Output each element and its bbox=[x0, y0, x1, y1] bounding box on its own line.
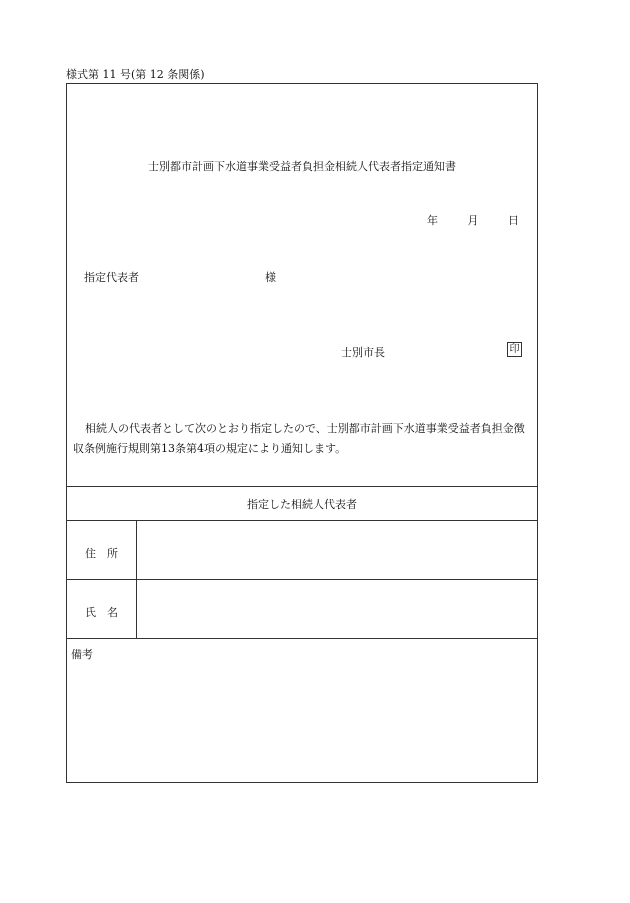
divider bbox=[67, 579, 537, 580]
divider bbox=[67, 638, 537, 639]
section-heading: 指定した相続人代表者 bbox=[247, 498, 357, 511]
document-title: 士別都市計画下水道事業受益者負担金相続人代表者指定通知書 bbox=[148, 160, 456, 173]
date-line bbox=[427, 212, 519, 228]
form-number: 様式第 11 号(第 12 条関係) bbox=[66, 68, 205, 81]
seal-mark: 印 bbox=[507, 342, 522, 357]
year-label: 年 bbox=[427, 214, 438, 227]
recipient-label: 指定代表者 bbox=[84, 271, 139, 284]
address-label: 住 所 bbox=[85, 547, 118, 560]
honorific: 様 bbox=[265, 271, 276, 284]
month-label: 月 bbox=[467, 214, 479, 227]
remarks-label: 備考 bbox=[71, 648, 93, 661]
divider bbox=[67, 486, 537, 487]
name-label: 氏 名 bbox=[85, 606, 118, 619]
day-label: 日 bbox=[508, 214, 519, 227]
divider bbox=[67, 520, 537, 521]
notice-form bbox=[66, 83, 538, 783]
notice-body-text: 相続人の代表者として次のとおり指定したので、士別都市計画下水道事業受益者負担金徴収条例施行規則第13条第4項の規定により通知します。 bbox=[73, 422, 525, 455]
issuer-name: 士別市長 bbox=[341, 346, 385, 359]
